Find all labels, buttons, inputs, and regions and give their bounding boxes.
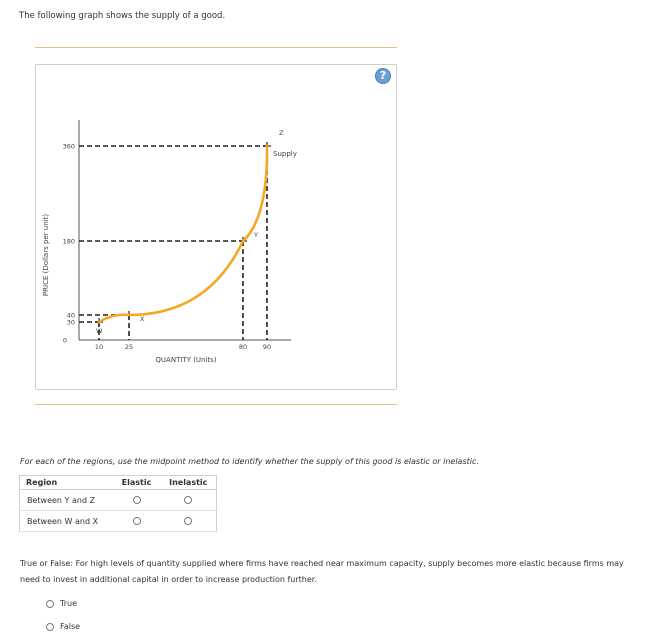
yz-elastic-radio[interactable] — [133, 496, 141, 504]
table-row — [20, 490, 217, 511]
graph-panel — [35, 64, 397, 390]
supply-curve-label: Supply — [273, 150, 297, 158]
point-label: W — [96, 327, 103, 335]
x-tick-label: 10 — [94, 343, 104, 351]
true-option[interactable] — [46, 599, 77, 608]
region-label: Between Y and Z — [20, 490, 113, 511]
false-radio[interactable] — [46, 623, 54, 631]
top-divider — [35, 47, 397, 48]
header-region: Region — [20, 476, 113, 490]
point-label: Z — [279, 129, 284, 137]
yz-inelastic-radio[interactable] — [184, 496, 192, 504]
elasticity-question: For each of the regions, use the midpoint method to identify whether the supply of this good is elastic or inelastic. — [20, 457, 479, 466]
y-tick-label: 180 — [62, 237, 75, 246]
header-elastic: Elastic — [113, 476, 161, 490]
x-tick-label: 25 — [124, 343, 134, 351]
intro-text: The following graph shows the supply of a good. — [19, 11, 226, 21]
y-axis-title: PRICE (Dollars per unit) — [42, 213, 50, 297]
supply-curve — [99, 146, 267, 322]
region-label: Between W and X — [20, 511, 113, 532]
point-label: Y — [254, 231, 258, 239]
x-axis-title: QUANTITY (Units) — [155, 356, 217, 364]
x-tick-label: 80 — [238, 343, 248, 351]
y-tick-label: 360 — [62, 142, 75, 151]
point-label: X — [140, 315, 145, 323]
supply-chart — [36, 65, 396, 389]
y-tick-label: 40 — [66, 311, 75, 320]
false-label: False — [60, 622, 81, 631]
true-radio[interactable] — [46, 600, 54, 608]
true-label: True — [60, 599, 77, 608]
false-option[interactable] — [46, 622, 80, 631]
wx-inelastic-radio[interactable] — [184, 517, 192, 525]
elasticity-table — [19, 475, 217, 532]
table-header-row — [20, 476, 217, 490]
help-icon[interactable]: ? — [375, 68, 391, 84]
wx-elastic-radio[interactable] — [133, 517, 141, 525]
table-row — [20, 511, 217, 532]
y-tick-label: 0 — [62, 336, 67, 345]
header-inelastic: Inelastic — [161, 476, 217, 490]
y-tick-label: 30 — [66, 318, 75, 327]
true-false-question: True or False: For high levels of quantity supplied where firms have reached near maximum capacity, supply becomes more elastic because firms may need to invest in additional capital in order to increase production further. — [20, 559, 624, 584]
x-tick-label: 90 — [262, 343, 272, 351]
bottom-divider — [35, 404, 397, 405]
